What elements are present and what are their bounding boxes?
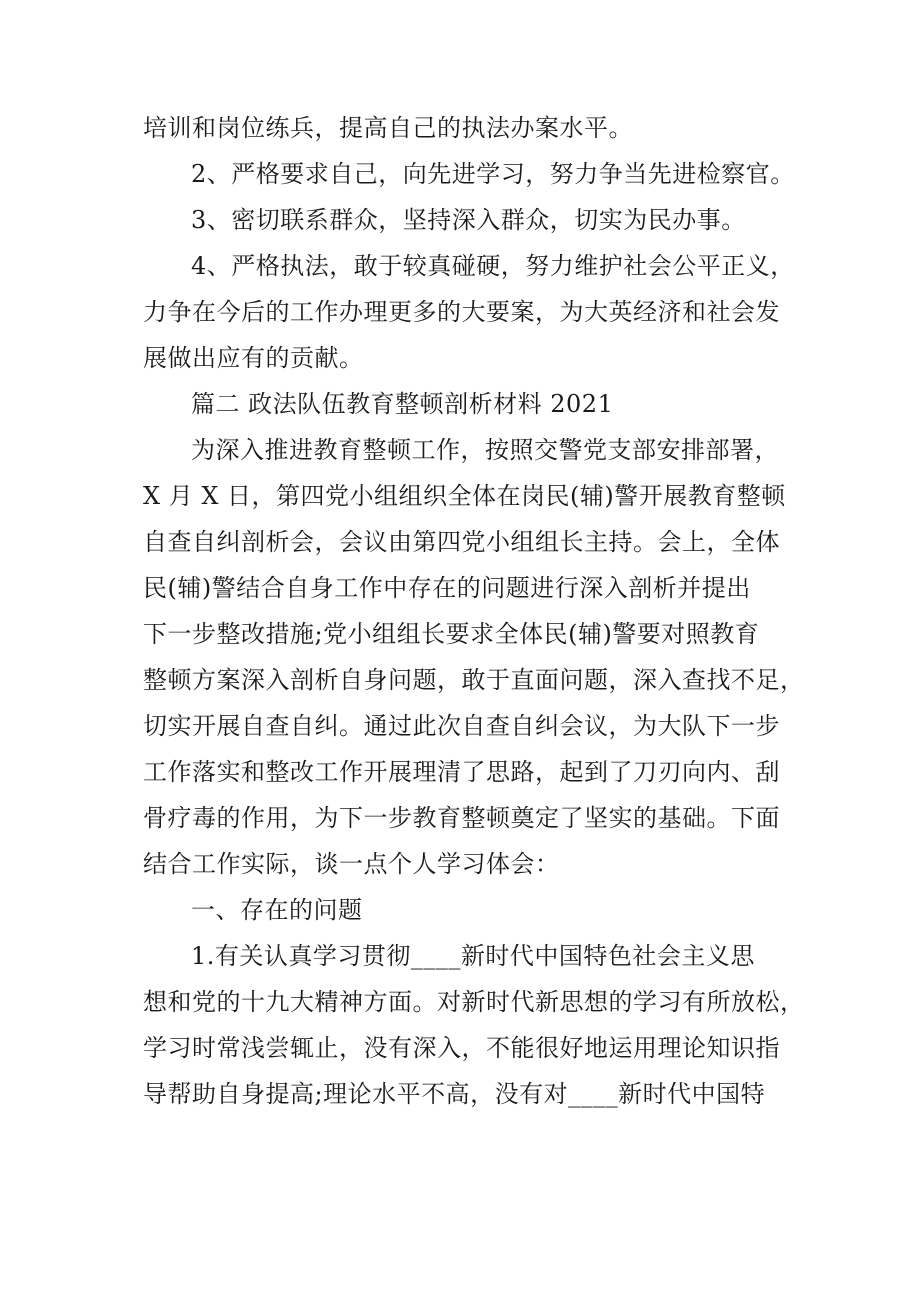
text-line: 培训和岗位练兵，提高自己的执法办案水平。 bbox=[143, 114, 633, 142]
text-line: 工作落实和整改工作开展理清了思路，起到了刀刃向内、刮 bbox=[143, 758, 780, 786]
text-line: 3、密切联系群众，坚持深入群众，切实为民办事。 bbox=[191, 206, 746, 234]
text-line: 为深入推进教育整顿工作，按照交警党支部安排部署， bbox=[191, 436, 779, 464]
text-line: 自查自纠剖析会，会议由第四党小组组长主持。会上，全体 bbox=[143, 528, 780, 556]
subsection-heading: 一、存在的问题 bbox=[191, 896, 363, 924]
text-line: 4、严格执法，敢于较真碰硬，努力维护社会公平正义， bbox=[191, 252, 795, 280]
section-heading: 篇二 政法队伍教育整顿剖析材料 2021 bbox=[191, 390, 614, 418]
text-line: 切实开展自查自纠。通过此次自查自纠会议，为大队下一步 bbox=[143, 712, 780, 740]
text-line: 想和党的十九大精神方面。对新时代新思想的学习有所放松， bbox=[143, 988, 805, 1016]
text-line: 2、严格要求自己，向先进学习，努力争当先进检察官。 bbox=[191, 160, 795, 188]
text-line: 导帮助自身提高;理论水平不高，没有对____新时代中国特 bbox=[143, 1080, 766, 1108]
text-line: 整顿方案深入剖析自身问题，敢于直面问题，深入查找不足， bbox=[143, 666, 805, 694]
text-line: 1.有关认真学习贯彻____新时代中国特色社会主义思 bbox=[191, 942, 755, 970]
text-line: 力争在今后的工作办理更多的大要案，为大英经济和社会发 bbox=[143, 298, 780, 326]
text-line: X 月 X 日，第四党小组组织全体在岗民(辅)警开展教育整顿 bbox=[143, 482, 786, 510]
text-line: 骨疗毒的作用，为下一步教育整顿奠定了坚实的基础。下面 bbox=[143, 804, 780, 832]
document-body bbox=[143, 105, 805, 1117]
text-line: 民(辅)警结合自身工作中存在的问题进行深入剖析并提出 bbox=[143, 574, 751, 602]
text-line: 结合工作实际，谈一点个人学习体会： bbox=[143, 850, 560, 878]
text-line: 学习时常浅尝辄止，没有深入，不能很好地运用理论知识指 bbox=[143, 1034, 780, 1062]
text-line: 下一步整改措施;党小组组长要求全体民(辅)警要对照教育 bbox=[143, 620, 760, 648]
text-line: 展做出应有的贡献。 bbox=[143, 344, 364, 372]
